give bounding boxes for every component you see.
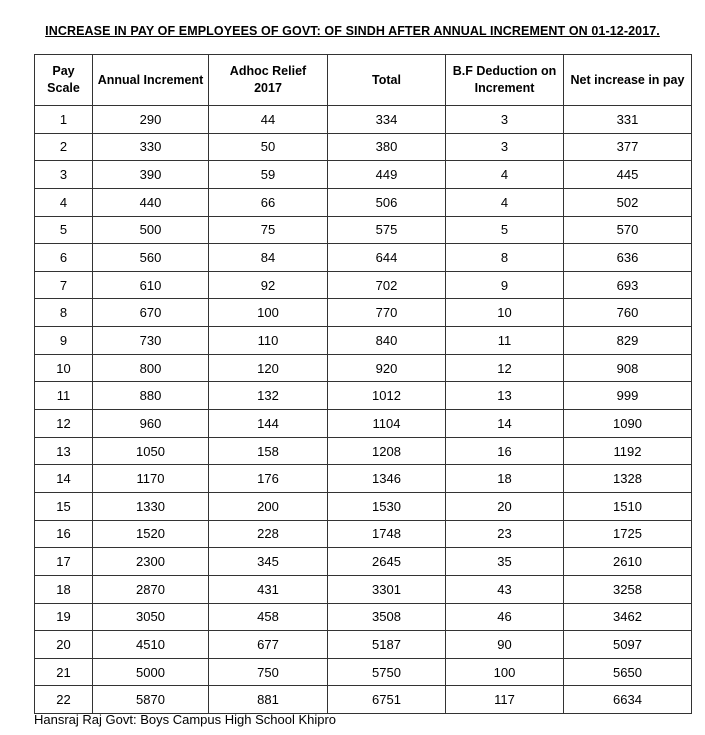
cell-total: 380 xyxy=(328,133,446,161)
cell-pay-scale: 14 xyxy=(35,465,93,493)
cell-total: 702 xyxy=(328,271,446,299)
cell-annual-increment: 4510 xyxy=(93,631,209,659)
cell-total: 449 xyxy=(328,161,446,189)
cell-total: 1208 xyxy=(328,437,446,465)
cell-bf-deduction: 12 xyxy=(446,354,564,382)
cell-adhoc-relief: 176 xyxy=(209,465,328,493)
cell-pay-scale: 20 xyxy=(35,631,93,659)
cell-net-increase: 1510 xyxy=(564,492,692,520)
cell-adhoc-relief: 158 xyxy=(209,437,328,465)
cell-adhoc-relief: 84 xyxy=(209,244,328,272)
cell-net-increase: 1090 xyxy=(564,410,692,438)
cell-total: 575 xyxy=(328,216,446,244)
table-row xyxy=(35,327,692,355)
header-adhoc-relief xyxy=(209,55,328,106)
cell-net-increase: 908 xyxy=(564,354,692,382)
cell-bf-deduction: 3 xyxy=(446,133,564,161)
header-pay-scale: Pay Scale xyxy=(35,55,93,106)
cell-bf-deduction: 117 xyxy=(446,686,564,714)
cell-pay-scale: 17 xyxy=(35,548,93,576)
cell-total: 1346 xyxy=(328,465,446,493)
cell-bf-deduction: 14 xyxy=(446,410,564,438)
cell-net-increase: 636 xyxy=(564,244,692,272)
cell-adhoc-relief: 228 xyxy=(209,520,328,548)
cell-net-increase: 2610 xyxy=(564,548,692,576)
cell-annual-increment: 800 xyxy=(93,354,209,382)
cell-bf-deduction: 20 xyxy=(446,492,564,520)
cell-net-increase: 502 xyxy=(564,188,692,216)
cell-adhoc-relief: 132 xyxy=(209,382,328,410)
cell-net-increase: 5650 xyxy=(564,658,692,686)
cell-adhoc-relief: 144 xyxy=(209,410,328,438)
cell-adhoc-relief: 120 xyxy=(209,354,328,382)
cell-pay-scale: 3 xyxy=(35,161,93,189)
cell-annual-increment: 560 xyxy=(93,244,209,272)
cell-bf-deduction: 4 xyxy=(446,188,564,216)
cell-adhoc-relief: 110 xyxy=(209,327,328,355)
cell-pay-scale: 12 xyxy=(35,410,93,438)
cell-net-increase: 331 xyxy=(564,106,692,134)
cell-pay-scale: 18 xyxy=(35,575,93,603)
cell-total: 5187 xyxy=(328,631,446,659)
cell-total: 1748 xyxy=(328,520,446,548)
cell-total: 1530 xyxy=(328,492,446,520)
document-title: INCREASE IN PAY OF EMPLOYEES OF GOVT: OF SINDH AFTER ANNUAL INCREMENT ON 01-12-2017. xyxy=(45,24,660,38)
table-row xyxy=(35,244,692,272)
cell-pay-scale: 2 xyxy=(35,133,93,161)
cell-annual-increment: 440 xyxy=(93,188,209,216)
cell-bf-deduction: 18 xyxy=(446,465,564,493)
cell-pay-scale: 11 xyxy=(35,382,93,410)
table-row xyxy=(35,575,692,603)
cell-annual-increment: 5870 xyxy=(93,686,209,714)
cell-adhoc-relief: 59 xyxy=(209,161,328,189)
table-row xyxy=(35,410,692,438)
cell-adhoc-relief: 431 xyxy=(209,575,328,603)
table-row xyxy=(35,548,692,576)
cell-bf-deduction: 3 xyxy=(446,106,564,134)
table-row xyxy=(35,520,692,548)
cell-adhoc-relief: 458 xyxy=(209,603,328,631)
cell-annual-increment: 500 xyxy=(93,216,209,244)
cell-annual-increment: 3050 xyxy=(93,603,209,631)
cell-total: 334 xyxy=(328,106,446,134)
cell-bf-deduction: 9 xyxy=(446,271,564,299)
cell-annual-increment: 390 xyxy=(93,161,209,189)
cell-annual-increment: 610 xyxy=(93,271,209,299)
cell-net-increase: 6634 xyxy=(564,686,692,714)
cell-bf-deduction: 5 xyxy=(446,216,564,244)
cell-annual-increment: 2870 xyxy=(93,575,209,603)
cell-pay-scale: 4 xyxy=(35,188,93,216)
header-total: Total xyxy=(328,55,446,106)
cell-annual-increment: 960 xyxy=(93,410,209,438)
table-row xyxy=(35,354,692,382)
table-row xyxy=(35,686,692,714)
cell-annual-increment: 2300 xyxy=(93,548,209,576)
cell-adhoc-relief: 50 xyxy=(209,133,328,161)
cell-pay-scale: 5 xyxy=(35,216,93,244)
cell-bf-deduction: 11 xyxy=(446,327,564,355)
cell-adhoc-relief: 92 xyxy=(209,271,328,299)
cell-pay-scale: 10 xyxy=(35,354,93,382)
cell-pay-scale: 19 xyxy=(35,603,93,631)
cell-bf-deduction: 16 xyxy=(446,437,564,465)
cell-bf-deduction: 100 xyxy=(446,658,564,686)
cell-total: 5750 xyxy=(328,658,446,686)
cell-net-increase: 1192 xyxy=(564,437,692,465)
cell-net-increase: 3258 xyxy=(564,575,692,603)
cell-net-increase: 760 xyxy=(564,299,692,327)
cell-annual-increment: 880 xyxy=(93,382,209,410)
table-row xyxy=(35,492,692,520)
cell-total: 644 xyxy=(328,244,446,272)
cell-bf-deduction: 23 xyxy=(446,520,564,548)
cell-annual-increment: 1170 xyxy=(93,465,209,493)
table-row xyxy=(35,133,692,161)
header-annual-increment: Annual Increment xyxy=(93,55,209,106)
cell-adhoc-relief: 881 xyxy=(209,686,328,714)
table-row xyxy=(35,271,692,299)
cell-adhoc-relief: 75 xyxy=(209,216,328,244)
table-row xyxy=(35,216,692,244)
cell-annual-increment: 670 xyxy=(93,299,209,327)
cell-bf-deduction: 90 xyxy=(446,631,564,659)
cell-adhoc-relief: 200 xyxy=(209,492,328,520)
cell-pay-scale: 21 xyxy=(35,658,93,686)
table-row xyxy=(35,382,692,410)
cell-bf-deduction: 8 xyxy=(446,244,564,272)
table-row xyxy=(35,106,692,134)
cell-total: 1104 xyxy=(328,410,446,438)
cell-net-increase: 5097 xyxy=(564,631,692,659)
cell-bf-deduction: 10 xyxy=(446,299,564,327)
header-net-increase: Net increase in pay xyxy=(564,55,692,106)
cell-annual-increment: 730 xyxy=(93,327,209,355)
cell-net-increase: 829 xyxy=(564,327,692,355)
cell-total: 770 xyxy=(328,299,446,327)
header-bf-deduction-line2: Increment xyxy=(474,81,535,95)
cell-annual-increment: 1050 xyxy=(93,437,209,465)
cell-bf-deduction: 43 xyxy=(446,575,564,603)
cell-pay-scale: 6 xyxy=(35,244,93,272)
cell-pay-scale: 8 xyxy=(35,299,93,327)
table-row xyxy=(35,465,692,493)
cell-net-increase: 570 xyxy=(564,216,692,244)
cell-total: 3301 xyxy=(328,575,446,603)
cell-annual-increment: 5000 xyxy=(93,658,209,686)
cell-bf-deduction: 46 xyxy=(446,603,564,631)
cell-adhoc-relief: 677 xyxy=(209,631,328,659)
cell-net-increase: 693 xyxy=(564,271,692,299)
cell-pay-scale: 1 xyxy=(35,106,93,134)
cell-pay-scale: 15 xyxy=(35,492,93,520)
cell-total: 506 xyxy=(328,188,446,216)
cell-pay-scale: 16 xyxy=(35,520,93,548)
table-row xyxy=(35,603,692,631)
table-row xyxy=(35,631,692,659)
cell-net-increase: 3462 xyxy=(564,603,692,631)
cell-annual-increment: 1330 xyxy=(93,492,209,520)
table-row xyxy=(35,188,692,216)
header-bf-deduction-line1: B.F Deduction on xyxy=(452,64,557,78)
table-row xyxy=(35,437,692,465)
cell-total: 1012 xyxy=(328,382,446,410)
cell-adhoc-relief: 100 xyxy=(209,299,328,327)
table-row xyxy=(35,161,692,189)
cell-pay-scale: 13 xyxy=(35,437,93,465)
table-body xyxy=(35,106,692,714)
cell-bf-deduction: 13 xyxy=(446,382,564,410)
cell-adhoc-relief: 44 xyxy=(209,106,328,134)
header-adhoc-relief-line2: 2017 xyxy=(254,81,282,95)
header-bf-deduction xyxy=(446,55,564,106)
cell-total: 2645 xyxy=(328,548,446,576)
footer-school-name: Hansraj Raj Govt: Boys Campus High School Khipro xyxy=(34,712,337,727)
cell-total: 920 xyxy=(328,354,446,382)
cell-total: 3508 xyxy=(328,603,446,631)
cell-annual-increment: 1520 xyxy=(93,520,209,548)
table-row xyxy=(35,299,692,327)
cell-net-increase: 1725 xyxy=(564,520,692,548)
cell-annual-increment: 330 xyxy=(93,133,209,161)
cell-net-increase: 377 xyxy=(564,133,692,161)
cell-adhoc-relief: 750 xyxy=(209,658,328,686)
cell-total: 840 xyxy=(328,327,446,355)
cell-adhoc-relief: 345 xyxy=(209,548,328,576)
cell-total: 6751 xyxy=(328,686,446,714)
cell-pay-scale: 22 xyxy=(35,686,93,714)
table-row xyxy=(35,658,692,686)
header-adhoc-relief-line1: Adhoc Relief xyxy=(229,64,307,78)
header-row xyxy=(35,55,692,106)
pay-increase-table xyxy=(34,54,692,714)
cell-net-increase: 1328 xyxy=(564,465,692,493)
cell-bf-deduction: 4 xyxy=(446,161,564,189)
cell-net-increase: 999 xyxy=(564,382,692,410)
cell-adhoc-relief: 66 xyxy=(209,188,328,216)
cell-pay-scale: 9 xyxy=(35,327,93,355)
cell-annual-increment: 290 xyxy=(93,106,209,134)
cell-bf-deduction: 35 xyxy=(446,548,564,576)
cell-pay-scale: 7 xyxy=(35,271,93,299)
cell-net-increase: 445 xyxy=(564,161,692,189)
